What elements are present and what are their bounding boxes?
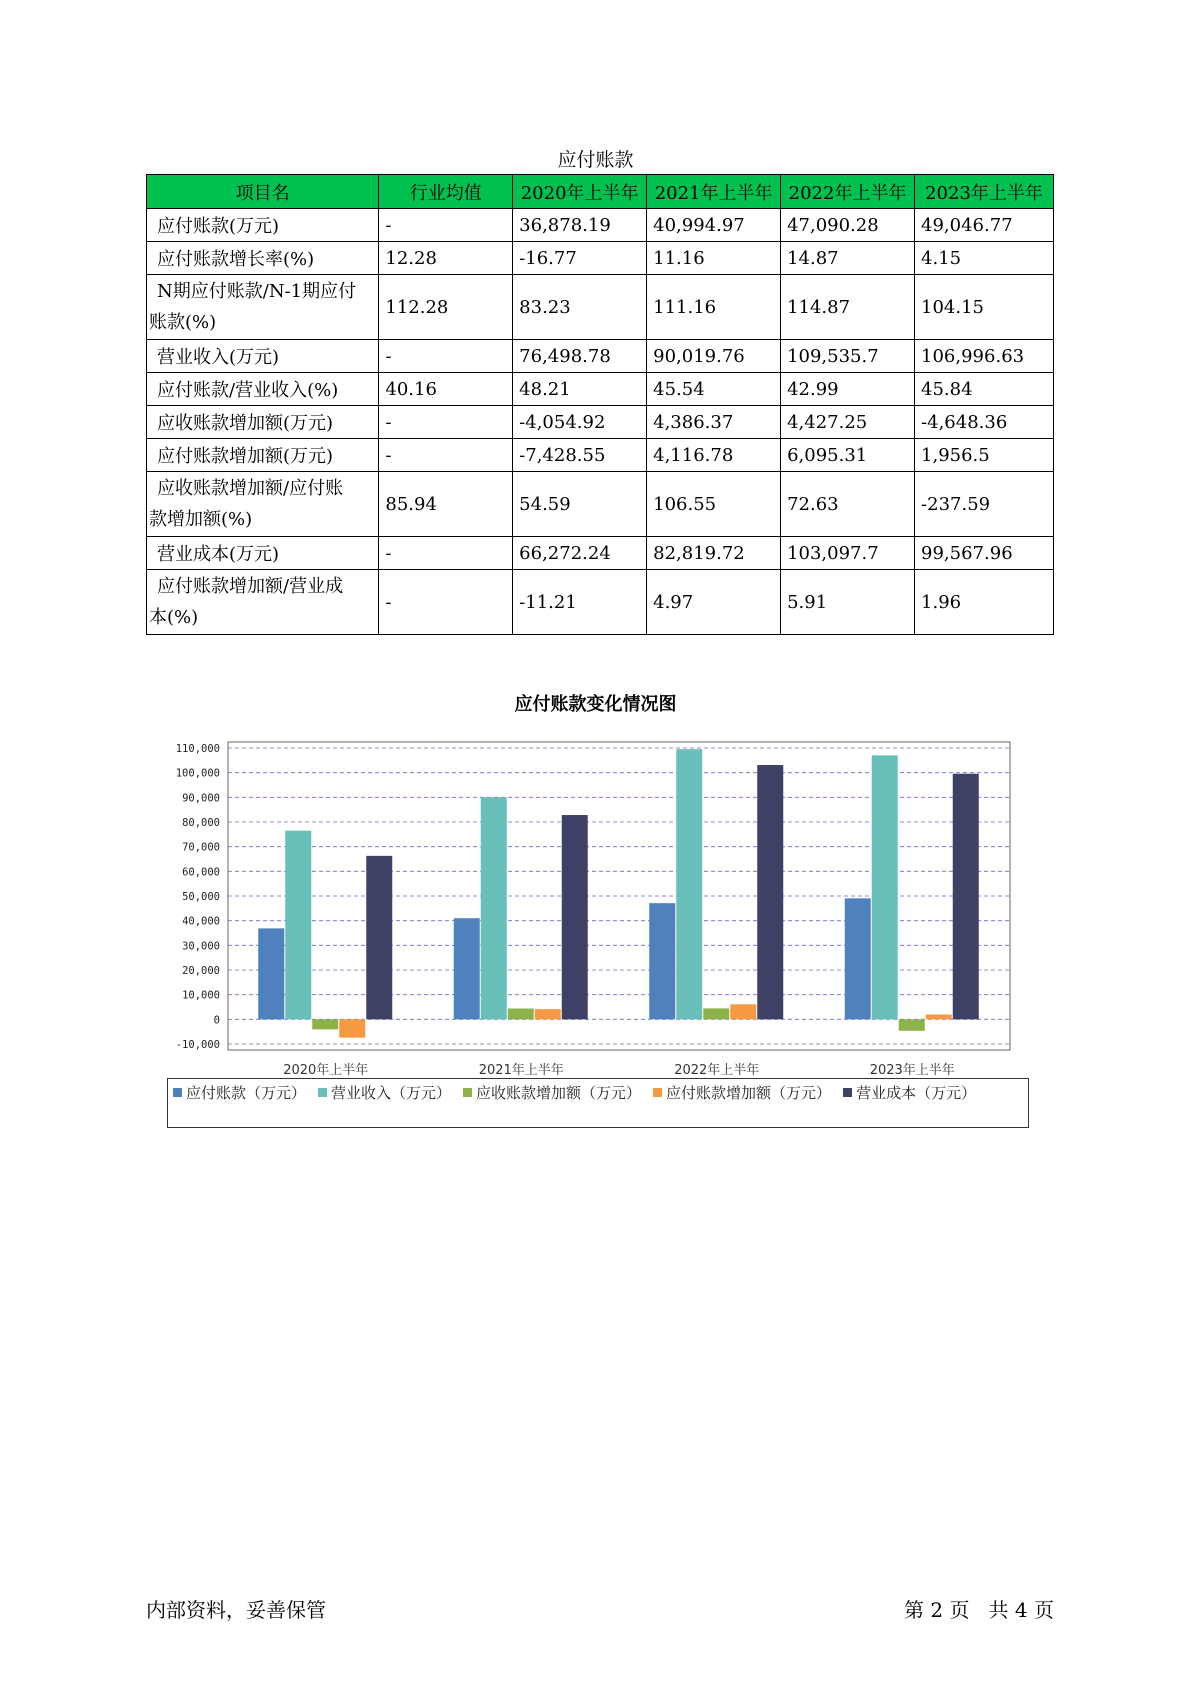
table-row — [147, 406, 1054, 439]
x-tick-label: 2023年上半年 — [869, 1063, 955, 1078]
bar — [481, 797, 507, 1019]
legend-label: 营业收入（万元） — [331, 1084, 452, 1102]
footer-page-number: 第 2 页 共 4 页 — [904, 1598, 1054, 1622]
bar — [872, 755, 898, 1019]
bar — [899, 1019, 925, 1030]
bar — [258, 928, 284, 1019]
cell-2022: 42.99 — [781, 373, 915, 406]
bar — [535, 1009, 561, 1019]
x-tick-label: 2021年上半年 — [478, 1063, 564, 1078]
row-label-line2: 本(%) — [149, 607, 199, 628]
legend-item — [843, 1082, 976, 1105]
legend-swatch — [173, 1088, 182, 1097]
cell-2023: 106,996.63 — [915, 340, 1054, 373]
bar — [562, 815, 588, 1019]
row-label — [147, 570, 379, 635]
row-label: 应收账款增加额(万元) — [147, 406, 379, 439]
y-tick-label: 20,000 — [182, 965, 220, 977]
cell-2023: -237.59 — [915, 472, 1054, 537]
header-industry-avg: 行业均值 — [379, 175, 513, 209]
legend-swatch — [318, 1088, 327, 1097]
bar — [285, 831, 311, 1020]
cell-2023: 1.96 — [915, 570, 1054, 635]
cell-avg: - — [379, 406, 513, 439]
cell-avg: - — [379, 439, 513, 472]
legend-label: 应付账款（万元） — [186, 1084, 307, 1102]
legend-item — [463, 1082, 641, 1105]
table-row — [147, 439, 1054, 472]
cell-2023: 104.15 — [915, 275, 1054, 340]
cell-2020: 36,878.19 — [513, 209, 647, 242]
x-tick-label: 2020年上半年 — [283, 1063, 369, 1078]
cell-avg: 40.16 — [379, 373, 513, 406]
cell-2022: 6,095.31 — [781, 439, 915, 472]
table-row — [147, 570, 1054, 635]
row-label: 应付账款增加额(万元) — [147, 439, 379, 472]
cell-2023: 4.15 — [915, 242, 1054, 275]
cell-2020: -11.21 — [513, 570, 647, 635]
y-tick-label: 110,000 — [175, 743, 220, 755]
bar — [676, 749, 702, 1019]
cell-avg: - — [379, 537, 513, 570]
row-label: 应付账款/营业收入(%) — [147, 373, 379, 406]
chart-title: 应付账款变化情况图 — [514, 694, 677, 715]
cell-2020: 48.21 — [513, 373, 647, 406]
cell-2020: 76,498.78 — [513, 340, 647, 373]
cell-2023: 45.84 — [915, 373, 1054, 406]
bar — [454, 918, 480, 1019]
table-row — [147, 275, 1054, 340]
cell-2021: 111.16 — [647, 275, 781, 340]
table-row — [147, 472, 1054, 537]
bar — [703, 1008, 729, 1019]
legend-swatch — [843, 1088, 852, 1097]
cell-2022: 47,090.28 — [781, 209, 915, 242]
table-row — [147, 209, 1054, 242]
cell-2021: 45.54 — [647, 373, 781, 406]
y-tick-label: -10,000 — [175, 1039, 220, 1051]
y-tick-label: 60,000 — [182, 866, 220, 879]
row-label-line2: 款增加额(%) — [149, 509, 253, 530]
y-tick-label: 80,000 — [182, 817, 220, 829]
cell-avg: - — [379, 209, 513, 242]
legend-label: 应付账款增加额（万元） — [666, 1084, 832, 1102]
cell-avg: - — [379, 340, 513, 373]
y-tick-label: 10,000 — [182, 989, 220, 1002]
cell-2023: 1,956.5 — [915, 439, 1054, 472]
bar — [926, 1015, 952, 1020]
legend-label: 营业成本（万元） — [856, 1084, 977, 1102]
bar — [339, 1019, 365, 1037]
legend-label: 应收账款增加额（万元） — [476, 1084, 642, 1102]
cell-2020: 54.59 — [513, 472, 647, 537]
legend-item — [653, 1082, 831, 1105]
y-tick-label: 50,000 — [182, 891, 220, 903]
cell-2021: 4.97 — [647, 570, 781, 635]
bar — [845, 898, 871, 1019]
cell-2020: 66,272.24 — [513, 537, 647, 570]
cell-2022: 114.87 — [781, 275, 915, 340]
row-label: 营业成本(万元) — [147, 537, 379, 570]
x-tick-label: 2022年上半年 — [674, 1063, 760, 1078]
bar — [366, 856, 392, 1019]
bar — [508, 1009, 534, 1020]
cell-2021: 82,819.72 — [647, 537, 781, 570]
cell-2021: 4,116.78 — [647, 439, 781, 472]
chart-legend — [167, 1078, 1029, 1128]
cell-2020: -7,428.55 — [513, 439, 647, 472]
table-header-row — [147, 175, 1054, 209]
header-2022h1: 2022年上半年 — [781, 175, 915, 209]
row-label — [147, 275, 379, 340]
cell-2020: -16.77 — [513, 242, 647, 275]
y-tick-label: 40,000 — [182, 915, 220, 928]
bar — [649, 903, 675, 1019]
cell-2023: 49,046.77 — [915, 209, 1054, 242]
cell-2021: 4,386.37 — [647, 406, 781, 439]
legend-swatch — [653, 1088, 662, 1097]
cell-2023: -4,648.36 — [915, 406, 1054, 439]
accounts-payable-table — [146, 174, 1054, 635]
y-tick-label: 30,000 — [182, 940, 220, 953]
cell-avg: - — [379, 570, 513, 635]
y-tick-label: 0 — [213, 1014, 220, 1027]
row-label — [147, 472, 379, 537]
cell-2021: 106.55 — [647, 472, 781, 537]
table-row — [147, 242, 1054, 275]
cell-2022: 72.63 — [781, 472, 915, 537]
cell-2020: -4,054.92 — [513, 406, 647, 439]
header-2023h1: 2023年上半年 — [915, 175, 1054, 209]
legend-item — [318, 1082, 451, 1105]
table-row — [147, 373, 1054, 406]
row-label-line1: 应收账款增加额/应付账 — [157, 478, 344, 499]
row-label-line1: 应付账款增加额/营业成 — [157, 576, 344, 597]
cell-2021: 90,019.76 — [647, 340, 781, 373]
row-label-line2: 账款(%) — [149, 312, 217, 333]
cell-2022: 109,535.7 — [781, 340, 915, 373]
legend-item — [173, 1082, 306, 1105]
cell-avg: 85.94 — [379, 472, 513, 537]
row-label: 营业收入(万元) — [147, 340, 379, 373]
cell-2023: 99,567.96 — [915, 537, 1054, 570]
y-tick-label: 90,000 — [182, 792, 220, 805]
footer-confidential-note: 内部资料，妥善保管 — [146, 1598, 326, 1622]
bar — [757, 765, 783, 1019]
cell-2022: 103,097.7 — [781, 537, 915, 570]
header-2020h1: 2020年上半年 — [513, 175, 647, 209]
cell-2020: 83.23 — [513, 275, 647, 340]
header-2021h1: 2021年上半年 — [647, 175, 781, 209]
table-row — [147, 340, 1054, 373]
legend-swatch — [463, 1088, 472, 1097]
row-label-line1: N期应付账款/N-1期应付 — [157, 281, 357, 302]
cell-2022: 14.87 — [781, 242, 915, 275]
row-label: 应付账款(万元) — [147, 209, 379, 242]
table-title: 应付账款 — [557, 149, 634, 171]
row-label: 应付账款增长率(%) — [147, 242, 379, 275]
cell-2022: 5.91 — [781, 570, 915, 635]
y-tick-label: 100,000 — [175, 767, 220, 780]
cell-avg: 112.28 — [379, 275, 513, 340]
table-row — [147, 537, 1054, 570]
cell-avg: 12.28 — [379, 242, 513, 275]
y-tick-label: 70,000 — [182, 841, 220, 854]
cell-2022: 4,427.25 — [781, 406, 915, 439]
bar — [312, 1019, 338, 1029]
cell-2021: 40,994.97 — [647, 209, 781, 242]
cell-2021: 11.16 — [647, 242, 781, 275]
bar — [730, 1004, 756, 1019]
bar-chart — [150, 724, 1030, 1078]
bar — [953, 774, 979, 1020]
header-item-name: 项目名 — [147, 175, 379, 209]
